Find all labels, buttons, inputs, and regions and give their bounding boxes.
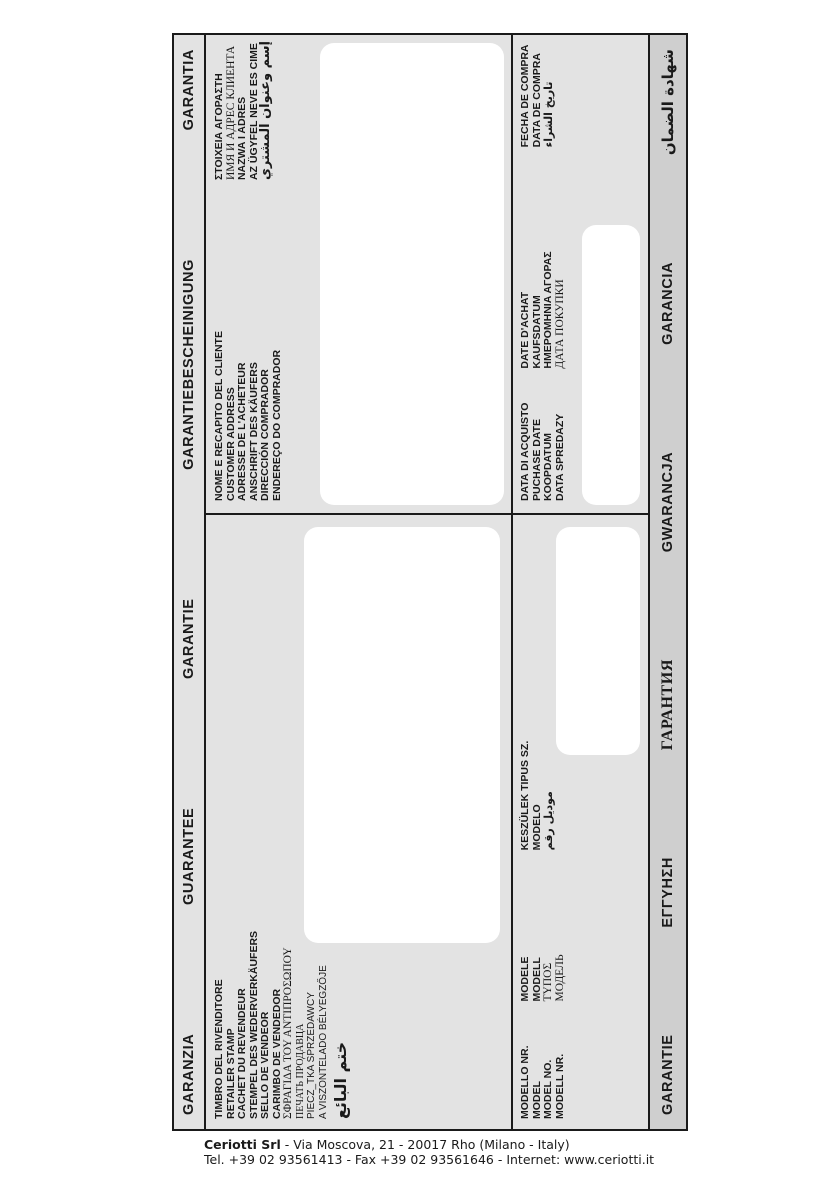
label-column	[520, 251, 566, 368]
label-line: MODELE	[519, 956, 531, 1002]
label-line: CARIMBO DE VENDEDOR	[270, 988, 283, 1119]
label-line: NAZWA I ADRES	[236, 96, 248, 181]
label-line: HMEPOMHNIA AΓOPAΣ	[542, 251, 554, 369]
label-column	[520, 1046, 566, 1120]
label-line: MODELO	[530, 804, 543, 851]
band-heading: GARANTIA	[181, 49, 197, 131]
label-line: MODEL NO.	[542, 1059, 554, 1119]
label-line: MODELLO NR.	[519, 1045, 531, 1119]
label-line: MODELL NR.	[553, 1053, 566, 1119]
label-line: DIRECCIÓN COMPRADOR	[259, 369, 271, 501]
company-name: Ceriotti Srl	[204, 1137, 281, 1152]
band-heading: ΕΓΓΥΗΣΗ	[660, 857, 676, 928]
label-column	[520, 45, 566, 148]
band-heading: GARANZIA	[181, 1033, 197, 1115]
label-line-arabic: تاريخ الشراء	[542, 81, 555, 148]
label-line: ИМЯ И АДРЕС КЛИЕНТА	[224, 45, 237, 181]
label-line-arabic: إسم وعنوان المشتري	[258, 41, 273, 181]
label-line: MODEL	[530, 1081, 543, 1119]
label-line: MODELL	[530, 957, 543, 1002]
band-heading: GARANTIE	[660, 1034, 676, 1115]
label-column	[520, 403, 566, 501]
label-line: NOME E RECAPITO DEL CLIENTE	[213, 331, 225, 501]
label-line: CUSTOMER ADDRESS	[224, 387, 237, 501]
label-line: МОДЕЛЬ	[553, 954, 566, 1002]
band-heading: GARANTIE	[181, 598, 197, 680]
band-heading: ГАРАНТИЯ	[659, 659, 676, 751]
company-address: - Via Moscova, 21 - 20017 Rho (Milano - Italy)	[280, 1137, 570, 1152]
company-contacts: Tel. +39 02 93561413 - Fax +39 02 93561646 - Internet: www.ceriotti.it	[204, 1152, 655, 1167]
label-column	[520, 741, 566, 851]
retailer-stamp-box[interactable]	[304, 527, 500, 943]
label-line: KOOPDATUM	[542, 432, 554, 501]
label-line: ΣΦΡΑΓΙΔΑ ΤΟΥ ΑΝΤΙΠΡΟΣΩΠΟΥ	[282, 947, 294, 1119]
label-line: CACHET DU REVENDEUR	[236, 988, 248, 1119]
label-line-arabic: ختم البائع	[331, 1041, 350, 1119]
label-line: DATA DI ACQUISTO	[519, 402, 531, 501]
model-number-box[interactable]	[556, 527, 640, 755]
label-line: KAUFSDATUM	[530, 295, 543, 369]
label-line: ΣΤΟΙΧΕΙΑ ΑΓΟΡΑΣΤΗ	[213, 73, 225, 181]
heading-band-right	[650, 35, 686, 1129]
label-line: ΤΥΠΟΣ	[542, 962, 554, 1002]
label-line: RETAILER STAMP	[224, 1028, 237, 1119]
label-column	[214, 41, 283, 180]
label-line: ENDEREÇO DO COMPRADOR	[270, 349, 283, 501]
label-line: ANSCHRIFT DES KÄUFERS	[247, 362, 260, 501]
label-line: STEMPEL DES WEDERVERKÄUFERS	[247, 930, 260, 1119]
label-line: DATE D'ACHAT	[519, 291, 531, 369]
label-line: DATA SPREDAZY	[553, 413, 566, 501]
heading-band-left	[174, 35, 204, 1129]
label-line: SELLO DE VENDEOR	[259, 1011, 271, 1119]
label-line: PIECZ_TKA SPRZEDAWCY	[306, 992, 317, 1119]
label-column	[214, 331, 283, 501]
customer-address-box[interactable]	[320, 43, 504, 505]
warranty-card	[172, 33, 688, 1131]
footer	[204, 1137, 654, 1167]
label-line: FECHA DE COMPRA	[519, 44, 531, 148]
label-line: ПЕЧАТЬ ПРОДАВЦА	[294, 1023, 306, 1119]
label-line: KESZÜLEK TIPUS SZ.	[519, 740, 531, 851]
label-line: DATA DE COMPRA	[530, 53, 543, 148]
band-heading: شهادة الضمان	[659, 49, 677, 156]
purchase-date-box[interactable]	[582, 225, 640, 505]
band-heading: GARANTIEBESCHEINIGUNG	[181, 259, 197, 470]
label-line-arabic: موديل رقم	[542, 791, 555, 851]
label-line: TIMBRO DEL RIVENDITORE	[213, 979, 225, 1119]
band-heading: GARANCIA	[660, 261, 676, 345]
band-heading: GWARANCJA	[660, 451, 676, 553]
label-column	[520, 954, 566, 1001]
label-column	[213, 930, 350, 1119]
label-line: AZ ÜGYFEL NEVE ES CIME	[247, 43, 260, 181]
label-line: A VISZONTELADO BÉLYEGZŐJE	[317, 965, 329, 1119]
label-line: ADRESSE DE L'ACHETEUR	[236, 362, 248, 501]
label-line: ДАТА ПОКУПКИ	[553, 279, 566, 369]
band-heading: GUARANTEE	[181, 807, 197, 905]
label-line: PUCHASE DATE	[530, 418, 543, 501]
